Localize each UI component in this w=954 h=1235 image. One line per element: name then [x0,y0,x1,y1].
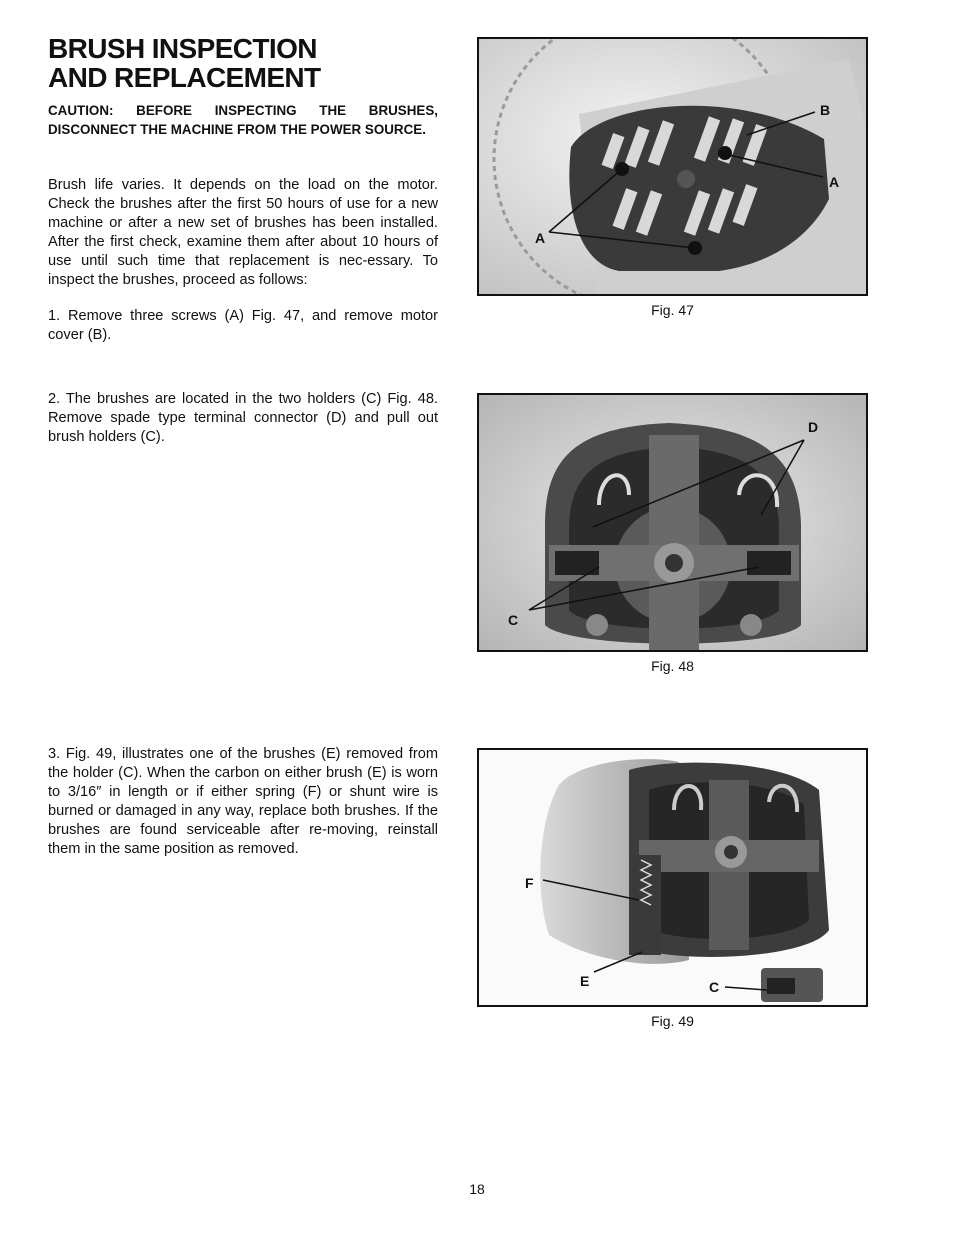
fig-47-photo [477,37,868,296]
fig-49-caption: Fig. 49 [651,1013,694,1029]
intro-paragraph: Brush life varies. It depends on the load on the motor. Check the brushes after the first 50 hours of use for a new machine or after a new set of brushes has been installed. After the first check, examine them after about 10 hours of use until such time that replacement is nec-essary. To inspect the brushes, proceed as follows: [48,177,438,288]
step-3-text: 3. Fig. 49, illustrates one of the brushes (E) removed from the holder (C). When the carbon on either brush (E) is worn to 3/16″ in length or if either spring (F) or shunt wire is burned or damaged in any way, replace both brushes. If the brushes are found serviceable after re-moving, reinstall them in the same position as removed. [48,746,438,857]
title-line-2: AND REPLACEMENT [48,62,321,93]
fig-47-label-a-right: A [829,174,840,190]
step-2-text: 2. The brushes are located in the two holders (C) Fig. 48. Remove spade type terminal connector (D) and pull out brush holders (C). [48,391,438,445]
fig-47-label-a-left: A [535,230,546,246]
caution-text: CAUTION: BEFORE INSPECTING THE BRUSHES, DISCONNECT THE MACHINE FROM THE POWER SOURCE. [48,103,438,137]
motor-cover-illustration [479,39,866,294]
fig-48-label-c: C [508,612,519,628]
title-line-1: BRUSH INSPECTION [48,33,317,64]
fig-48-caption: Fig. 48 [651,658,694,674]
fig-47-label-b: B [820,102,831,118]
page-number: 18 [469,1181,485,1197]
brush-removed-illustration [479,750,866,1005]
fig-48-label-d: D [808,419,819,435]
page-title [48,34,448,92]
step-1-text: 1. Remove three screws (A) Fig. 47, and remove motor cover (B). [48,308,438,343]
brush-holders-illustration [479,395,866,650]
fig-49-label-e: E [580,973,590,989]
fig-47-caption: Fig. 47 [651,302,694,318]
fig-48-photo [477,393,868,652]
fig-49-label-f: F [525,875,534,891]
fig-49-photo [477,748,868,1007]
fig-49-label-c: C [709,979,720,995]
